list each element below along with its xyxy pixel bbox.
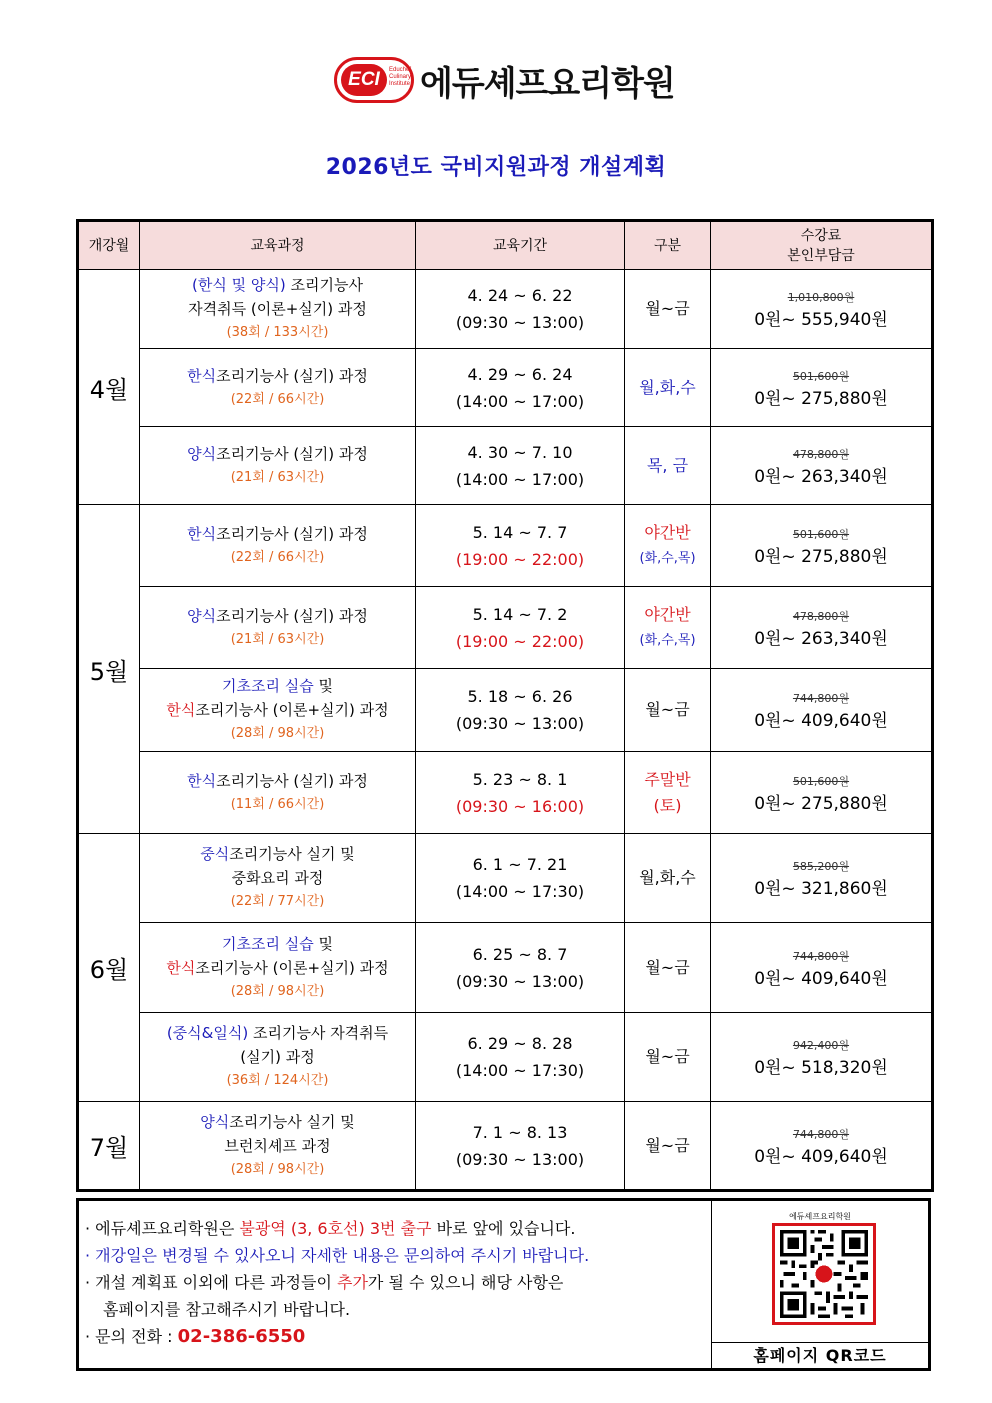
type-cell: 월~금 bbox=[625, 923, 711, 1013]
period-time: (14:00 ~ 17:00) bbox=[455, 391, 585, 411]
fee-original: 478,800원 bbox=[792, 447, 850, 461]
header-course: 교육과정 bbox=[140, 221, 416, 270]
eci-logo-icon bbox=[334, 57, 414, 103]
period-cell bbox=[416, 505, 625, 587]
period-time: (09:30 ~ 16:00) bbox=[455, 796, 585, 816]
course-highlight: 기초조리 실습 bbox=[222, 934, 314, 953]
period-time: (19:00 ~ 22:00) bbox=[455, 631, 585, 651]
course-highlight: 한식 bbox=[166, 701, 196, 719]
course-text: 조리기능사 bbox=[285, 276, 363, 294]
fee-original: 744,800원 bbox=[792, 1127, 850, 1141]
table-row bbox=[78, 427, 933, 505]
note-text: 가 될 수 있으니 해당 사항은 bbox=[367, 1273, 564, 1292]
type-cell: 월,화,수 bbox=[625, 834, 711, 923]
course-highlight: 한식 bbox=[187, 366, 217, 385]
note-additional-courses bbox=[85, 1269, 589, 1296]
table-row bbox=[78, 349, 933, 427]
type-cell bbox=[625, 505, 711, 587]
period-dates: 4. 29 ~ 6. 24 bbox=[467, 364, 573, 384]
fee-original: 585,200원 bbox=[792, 860, 850, 873]
course-text-line2: 자격취득 (이론+실기) 과정 bbox=[188, 300, 367, 318]
course-text: 및 bbox=[313, 677, 333, 695]
qr-section bbox=[711, 1201, 928, 1368]
table-row bbox=[78, 834, 933, 923]
phone-number[interactable]: 02-386-6550 bbox=[177, 1326, 306, 1347]
header-fee-line1: 수강료 bbox=[800, 227, 842, 244]
course-cell bbox=[140, 270, 416, 349]
period-time: (14:00 ~ 17:30) bbox=[455, 1061, 585, 1080]
fee-original: 501,600원 bbox=[792, 527, 850, 541]
month-cell: 6월 bbox=[78, 834, 140, 1102]
period-time: (14:00 ~ 17:00) bbox=[455, 469, 585, 489]
fee-self-pay: 0원~ 555,940원 bbox=[754, 310, 888, 330]
note-schedule-change: · 개강일은 변경될 수 있사오니 자세한 내용은 문의하여 주시기 바랍니다. bbox=[85, 1246, 590, 1265]
period-cell bbox=[416, 669, 625, 752]
fee-original: 501,600원 bbox=[792, 369, 850, 383]
period-dates: 5. 23 ~ 8. 1 bbox=[472, 769, 568, 789]
header-fee bbox=[711, 221, 933, 270]
qr-pattern bbox=[775, 1226, 873, 1322]
header-period: 교육기간 bbox=[416, 221, 625, 270]
period-dates: 7. 1 ~ 8. 13 bbox=[472, 1122, 568, 1142]
period-cell bbox=[416, 587, 625, 669]
month-cell: 4월 bbox=[78, 270, 140, 505]
course-hours: (28회 / 98시간) bbox=[230, 1161, 325, 1177]
period-cell bbox=[416, 923, 625, 1013]
fee-cell bbox=[711, 1102, 933, 1191]
note-phone bbox=[85, 1323, 589, 1350]
course-highlight: 한식 bbox=[166, 958, 196, 977]
academy-name: 에듀셰프요리학원 bbox=[420, 63, 675, 104]
note-highlight: 추가 bbox=[337, 1273, 368, 1292]
course-text: 조리기능사 실기 및 bbox=[229, 1112, 355, 1131]
course-highlight: (한식 및 양식) bbox=[192, 276, 286, 294]
table-row bbox=[78, 923, 933, 1013]
page-title: 2026년도 국비지원과정 개설계획 bbox=[325, 155, 667, 180]
fee-cell bbox=[711, 270, 933, 349]
course-schedule-table bbox=[76, 219, 934, 1192]
table-row bbox=[78, 1013, 933, 1102]
course-hours: (21회 / 63시간) bbox=[230, 469, 325, 485]
course-text: 조리기능사 자격취득 bbox=[248, 1024, 389, 1042]
table-row bbox=[78, 1102, 933, 1191]
course-highlight: 기초조리 실습 bbox=[222, 677, 314, 695]
fee-cell bbox=[711, 834, 933, 923]
course-text: 조리기능사 (실기) 과정 bbox=[216, 606, 368, 625]
table-header-row bbox=[78, 221, 933, 270]
fee-self-pay: 0원~ 263,340원 bbox=[754, 466, 888, 487]
fee-cell bbox=[711, 587, 933, 669]
table-row bbox=[78, 669, 933, 752]
type-cell: 월,화,수 bbox=[625, 349, 711, 427]
course-text-line2: 중화요리 과정 bbox=[231, 869, 324, 887]
type-label: 야간반 bbox=[644, 604, 691, 624]
fee-self-pay: 0원~ 409,640원 bbox=[754, 711, 888, 731]
period-time: (09:30 ~ 13:00) bbox=[455, 971, 585, 991]
type-cell: 월~금 bbox=[625, 1102, 711, 1191]
header-fee-line2: 본인부담금 bbox=[787, 247, 855, 264]
course-cell bbox=[140, 752, 416, 834]
course-text: 조리기능사 (이론+실기) 과정 bbox=[195, 701, 389, 719]
course-text-line2: 브런치셰프 과정 bbox=[224, 1136, 331, 1155]
course-text: 조리기능사 실기 및 bbox=[229, 845, 355, 863]
period-cell bbox=[416, 427, 625, 505]
course-cell bbox=[140, 923, 416, 1013]
period-time: (09:30 ~ 13:00) bbox=[455, 1149, 585, 1169]
fee-self-pay: 0원~ 263,340원 bbox=[754, 628, 888, 649]
period-dates: 5. 14 ~ 7. 2 bbox=[472, 604, 568, 624]
logo-tagline: Educhef Culinary Institute bbox=[389, 67, 412, 87]
type-cell: 월~금 bbox=[625, 1013, 711, 1102]
note-homepage: 홈페이지를 참고해주시기 바랍니다. bbox=[103, 1300, 351, 1319]
course-hours: (22회 / 66시간) bbox=[230, 549, 325, 565]
period-time: (19:00 ~ 22:00) bbox=[455, 549, 585, 569]
notes-box bbox=[76, 1198, 931, 1371]
note-location bbox=[85, 1215, 589, 1242]
course-text: 조리기능사 (실기) 과정 bbox=[216, 444, 368, 463]
fee-cell bbox=[711, 1013, 933, 1102]
course-hours: (28회 / 98시간) bbox=[230, 983, 325, 999]
notes-list bbox=[85, 1215, 589, 1350]
period-cell bbox=[416, 270, 625, 349]
type-label: 주말반 bbox=[644, 769, 691, 789]
note-text: · 에듀셰프요리학원은 bbox=[85, 1219, 240, 1238]
table-row bbox=[78, 505, 933, 587]
course-highlight: 양식 bbox=[187, 606, 217, 625]
fee-self-pay: 0원~ 275,880원 bbox=[754, 388, 888, 409]
course-cell bbox=[140, 1013, 416, 1102]
type-days: (화,수,목) bbox=[639, 632, 696, 648]
course-highlight: 양식 bbox=[187, 444, 217, 463]
course-hours: (22회 / 77시간) bbox=[230, 894, 325, 909]
type-days: (화,수,목) bbox=[639, 550, 696, 566]
course-cell bbox=[140, 669, 416, 752]
period-cell bbox=[416, 1102, 625, 1191]
note-highlight: 불광역 (3, 6호선) 3번 출구 bbox=[239, 1219, 432, 1238]
fee-original: 1,010,800원 bbox=[787, 291, 855, 304]
period-time: (14:00 ~ 17:30) bbox=[455, 882, 585, 901]
fee-cell bbox=[711, 669, 933, 752]
course-hours: (22회 / 66시간) bbox=[230, 391, 325, 407]
qr-label: 홈페이지 QR코드 bbox=[712, 1342, 928, 1368]
header-month: 개강월 bbox=[78, 221, 140, 270]
period-dates: 4. 30 ~ 7. 10 bbox=[467, 442, 573, 462]
course-cell bbox=[140, 505, 416, 587]
note-text: 바로 앞에 있습니다. bbox=[431, 1219, 576, 1238]
course-text: 조리기능사 (이론+실기) 과정 bbox=[195, 958, 389, 977]
course-cell bbox=[140, 834, 416, 923]
course-highlight: 중식 bbox=[200, 845, 230, 863]
month-cell: 7월 bbox=[78, 1102, 140, 1191]
course-text-line2: (실기) 과정 bbox=[240, 1048, 315, 1066]
period-cell bbox=[416, 752, 625, 834]
fee-self-pay: 0원~ 275,880원 bbox=[754, 546, 888, 567]
month-cell: 5월 bbox=[78, 505, 140, 834]
course-text: 조리기능사 (실기) 과정 bbox=[216, 366, 368, 385]
fee-cell bbox=[711, 505, 933, 587]
course-text: 조리기능사 (실기) 과정 bbox=[216, 524, 368, 543]
type-cell bbox=[625, 587, 711, 669]
period-dates: 6. 29 ~ 8. 28 bbox=[467, 1034, 573, 1053]
period-time: (09:30 ~ 13:00) bbox=[455, 313, 585, 332]
note-text: · 개설 계획표 이외에 다른 과정들이 bbox=[85, 1273, 337, 1292]
course-hours: (38회 / 133시간) bbox=[226, 325, 329, 340]
note-text: · 문의 전화 : bbox=[85, 1327, 178, 1346]
fee-self-pay: 0원~ 321,860원 bbox=[754, 879, 888, 899]
period-cell bbox=[416, 1013, 625, 1102]
qr-top-caption: 에듀셰프요리학원 bbox=[789, 1212, 851, 1221]
fee-original: 942,400원 bbox=[792, 1039, 850, 1052]
period-cell bbox=[416, 349, 625, 427]
fee-original: 744,800원 bbox=[792, 949, 850, 963]
course-cell bbox=[140, 349, 416, 427]
header-type: 구분 bbox=[625, 221, 711, 270]
type-cell: 목, 금 bbox=[625, 427, 711, 505]
table-row bbox=[78, 270, 933, 349]
academy-logo bbox=[334, 56, 675, 104]
course-cell bbox=[140, 1102, 416, 1191]
fee-cell bbox=[711, 923, 933, 1013]
period-dates: 6. 1 ~ 7. 21 bbox=[472, 855, 568, 874]
table-row bbox=[78, 587, 933, 669]
fee-original: 501,600원 bbox=[792, 774, 850, 788]
course-hours: (36회 / 124시간) bbox=[226, 1073, 329, 1088]
period-dates: 5. 18 ~ 6. 26 bbox=[467, 687, 573, 706]
course-highlight: 한식 bbox=[187, 771, 217, 790]
fee-original: 744,800원 bbox=[792, 692, 850, 705]
fee-cell bbox=[711, 752, 933, 834]
course-hours: (11회 / 66시간) bbox=[230, 796, 325, 812]
course-text: 조리기능사 (실기) 과정 bbox=[216, 771, 368, 790]
course-highlight: 양식 bbox=[200, 1112, 230, 1131]
type-cell bbox=[625, 752, 711, 834]
fee-self-pay: 0원~ 409,640원 bbox=[754, 968, 888, 989]
course-highlight: 한식 bbox=[187, 524, 217, 543]
fee-self-pay: 0원~ 275,880원 bbox=[754, 793, 888, 814]
course-hours: (28회 / 98시간) bbox=[230, 726, 325, 741]
fee-self-pay: 0원~ 409,640원 bbox=[754, 1146, 888, 1167]
table-row bbox=[78, 752, 933, 834]
type-cell: 월~금 bbox=[625, 669, 711, 752]
course-cell bbox=[140, 427, 416, 505]
course-cell bbox=[140, 587, 416, 669]
qr-code-icon[interactable] bbox=[772, 1223, 876, 1325]
fee-self-pay: 0원~ 518,320원 bbox=[754, 1058, 888, 1078]
period-dates: 4. 24 ~ 6. 22 bbox=[467, 286, 573, 305]
period-dates: 6. 25 ~ 8. 7 bbox=[472, 944, 568, 964]
course-hours: (21회 / 63시간) bbox=[230, 631, 325, 647]
logo-abbr: ECI bbox=[341, 64, 387, 96]
type-label: 야간반 bbox=[644, 522, 691, 542]
course-highlight: (중식&일식) bbox=[166, 1024, 249, 1042]
fee-original: 478,800원 bbox=[792, 609, 850, 623]
fee-cell bbox=[711, 349, 933, 427]
period-dates: 5. 14 ~ 7. 7 bbox=[472, 522, 568, 542]
course-text: 및 bbox=[313, 934, 333, 953]
period-time: (09:30 ~ 13:00) bbox=[455, 714, 585, 733]
type-cell: 월~금 bbox=[625, 270, 711, 349]
type-days: (토) bbox=[653, 795, 682, 815]
fee-cell bbox=[711, 427, 933, 505]
period-cell bbox=[416, 834, 625, 923]
